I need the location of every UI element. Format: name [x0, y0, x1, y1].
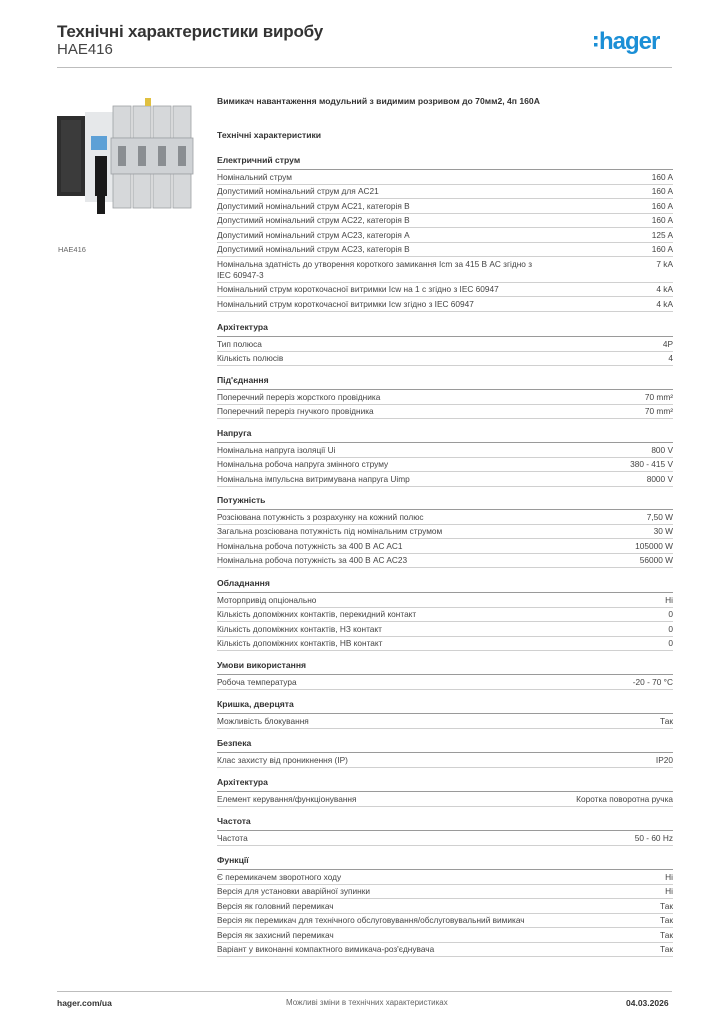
spec-value: 105000 W	[635, 540, 673, 551]
spec-value: 7,50 W	[646, 511, 673, 522]
spec-row	[217, 257, 673, 283]
spec-label: Допустимий номінальний струм AC23, категорія B	[217, 244, 410, 254]
spec-row	[217, 914, 673, 929]
spec-label: Поперечний переріз жорсткого провідника	[217, 391, 381, 402]
page-title: Технічні характеристики виробу	[57, 22, 323, 41]
spec-label: Номінальна робоча потужність за 400 В AC AC23	[217, 555, 408, 565]
spec-row	[217, 510, 673, 525]
product-code: HAE416	[57, 41, 113, 58]
spec-value: 125 A	[651, 229, 673, 240]
spec-value: 4 kA	[656, 298, 673, 309]
spec-row	[217, 199, 673, 214]
svg-text:hager: hager	[599, 28, 660, 55]
spec-row	[217, 753, 673, 768]
image-caption: HAE416	[58, 245, 86, 254]
spec-label: Допустимий номінальний струм AC23, категорія A	[217, 229, 410, 240]
spec-row	[217, 675, 673, 690]
spec-row	[217, 228, 673, 243]
spec-row	[217, 554, 673, 569]
spec-value: 70 mm²	[644, 406, 673, 416]
spec-row	[217, 831, 673, 846]
spec-value: 160 A	[651, 171, 673, 182]
spec-label: Кількість допоміжних контактів, перекидний контакт	[217, 609, 417, 619]
spec-value: 380 - 415 V	[630, 459, 673, 469]
spec-row	[217, 928, 673, 943]
spec-label: Версія як захисний перемикач	[217, 929, 334, 940]
spec-value: Так	[660, 715, 673, 726]
spec-label: Номінальна робоча потужність за 400 В AC AC1	[217, 540, 403, 551]
spec-value: 56000 W	[639, 555, 673, 565]
spec-row	[217, 443, 673, 458]
spec-label: Можливість блокування	[217, 715, 309, 726]
spec-row	[217, 525, 673, 540]
spec-value: 800 V	[651, 444, 673, 455]
spec-value: Ні	[665, 871, 673, 882]
spec-label: Номінальна здатність до утворення короткого замикання Icm за 415 В AC згідно з IEC 60947-3	[217, 258, 533, 280]
spec-section	[217, 155, 673, 312]
spec-row	[217, 297, 673, 312]
tech-specs-title: Технічні характеристики	[217, 130, 322, 140]
spec-row	[217, 899, 673, 914]
spec-label: Версія як головний перемикач	[217, 900, 334, 911]
spec-label: Допустимий номінальний струм для AC21	[217, 186, 379, 196]
spec-section	[217, 428, 673, 487]
spec-value: Так	[660, 944, 673, 954]
spec-value: 4P	[662, 338, 673, 349]
spec-value: 0	[668, 609, 673, 619]
spec-row	[217, 539, 673, 554]
footer-date: 04.03.2026	[626, 998, 669, 1008]
spec-label: Варіант у виконанні компактного вимикача-роз'єднувача	[217, 944, 435, 954]
footer-website[interactable]: hager.com/ua	[57, 998, 112, 1008]
spec-value: 30 W	[653, 526, 673, 536]
spec-label: Номінальний струм	[217, 171, 292, 182]
spec-row	[217, 214, 673, 229]
spec-value: 160 A	[651, 244, 673, 254]
spec-row	[217, 943, 673, 958]
spec-label: Версія як перемикач для технічного обслуговування/обслуговувальний вимикач	[217, 915, 525, 925]
spec-section	[217, 699, 673, 729]
spec-section	[217, 855, 673, 957]
product-description: Вимикач навантаження модульний з видимим розривом до 70мм2, 4п 160А	[217, 96, 540, 106]
spec-label: Версія для установки аварійної зупинки	[217, 886, 371, 896]
section-heading: Архітектура	[217, 322, 673, 337]
spec-section	[217, 375, 673, 419]
spec-section	[217, 777, 673, 807]
section-heading: Електричний струм	[217, 155, 673, 170]
spec-label: Номінальний струм короткочасної витримки Icw на 1 c згідно з IEC 60947	[217, 284, 499, 294]
spec-value: 160 A	[651, 200, 673, 211]
spec-label: Допустимий номінальний струм AC21, категорія B	[217, 200, 410, 211]
spec-row	[217, 185, 673, 200]
spec-value: Так	[660, 900, 673, 911]
spec-label: Кількість допоміжних контактів, НВ контакт	[217, 638, 383, 648]
spec-row	[217, 622, 673, 637]
section-heading: Умови використання	[217, 660, 673, 675]
spec-section	[217, 816, 673, 846]
section-heading: Архітектура	[217, 777, 673, 792]
spec-label: Кількість допоміжних контактів, НЗ контакт	[217, 623, 382, 634]
spec-row	[217, 390, 673, 405]
spec-row	[217, 714, 673, 729]
spec-row	[217, 870, 673, 885]
spec-value: 70 mm²	[644, 391, 673, 402]
spec-value: Коротка поворотна ручка	[576, 793, 673, 804]
spec-label: Номінальна робоча напруга змінного струму	[217, 459, 389, 469]
spec-value: 4 kA	[656, 284, 673, 294]
spec-value: Ні	[665, 594, 673, 605]
spec-label: Моторпривід опціонально	[217, 594, 317, 605]
spec-label: Номінальна імпульсна витримувана напруга Uimp	[217, 473, 410, 484]
spec-value: Так	[660, 915, 673, 925]
spec-value: 160 A	[651, 215, 673, 225]
spec-value: 0	[668, 638, 673, 648]
spec-value: 50 - 60 Hz	[634, 832, 673, 843]
footer-disclaimer: Можливі зміни в технічних характеристиках	[286, 998, 448, 1007]
spec-row	[217, 337, 673, 352]
spec-label: Елемент керування/функціонування	[217, 793, 357, 804]
spec-value: 8000 V	[646, 473, 673, 484]
section-heading: Кришка, дверцята	[217, 699, 673, 714]
spec-row	[217, 458, 673, 473]
hager-logo	[594, 27, 674, 55]
spec-row	[217, 352, 673, 367]
section-heading: Під'єднання	[217, 375, 673, 390]
spec-section	[217, 660, 673, 690]
spec-value: 0	[668, 623, 673, 634]
spec-label: Загальна розсіювана потужність під номінальним струмом	[217, 526, 443, 536]
spec-section	[217, 495, 673, 568]
spec-section	[217, 322, 673, 366]
spec-row	[217, 608, 673, 623]
spec-label: Номінальний струм короткочасної витримки Icw згідно з IEC 60947	[217, 298, 474, 309]
spec-row	[217, 637, 673, 652]
spec-section	[217, 738, 673, 768]
spec-label: Є перемикачем зворотного ходу	[217, 871, 342, 882]
spec-label: Тип полюса	[217, 338, 262, 349]
spec-label: Номінальна напруга ізоляції Ui	[217, 444, 336, 455]
spec-label: Допустимий номінальний струм AC22, категорія B	[217, 215, 410, 225]
section-heading: Напруга	[217, 428, 673, 443]
spec-row	[217, 243, 673, 258]
section-heading: Безпека	[217, 738, 673, 753]
spec-value: -20 - 70 °C	[632, 676, 673, 687]
spec-row	[217, 792, 673, 807]
spec-section	[217, 578, 673, 651]
spec-label: Розсіювана потужність з розрахунку на кожний полюс	[217, 511, 424, 522]
spec-value: Так	[660, 929, 673, 940]
spec-row	[217, 885, 673, 900]
spec-label: Кількість полюсів	[217, 353, 284, 363]
spec-row	[217, 593, 673, 608]
spec-label: Робоча температура	[217, 676, 297, 687]
spec-label: Поперечний переріз гнучкого провідника	[217, 406, 374, 416]
spec-row	[217, 472, 673, 487]
spec-label: Клас захисту від проникнення (IP)	[217, 754, 348, 765]
spec-row	[217, 283, 673, 298]
spec-value: Ні	[665, 886, 673, 896]
spec-label: Частота	[217, 832, 248, 843]
product-image	[57, 96, 197, 236]
section-heading: Частота	[217, 816, 673, 831]
spec-value: IP20	[655, 754, 673, 765]
header-divider	[57, 67, 672, 68]
spec-value: 7 kA	[656, 258, 673, 269]
spec-value: 160 A	[651, 186, 673, 196]
spec-row	[217, 405, 673, 420]
spec-value: 4	[668, 353, 673, 363]
section-heading: Функції	[217, 855, 673, 870]
section-heading: Потужність	[217, 495, 673, 510]
footer-divider	[57, 991, 672, 992]
spec-row	[217, 170, 673, 185]
section-heading: Обладнання	[217, 578, 673, 593]
